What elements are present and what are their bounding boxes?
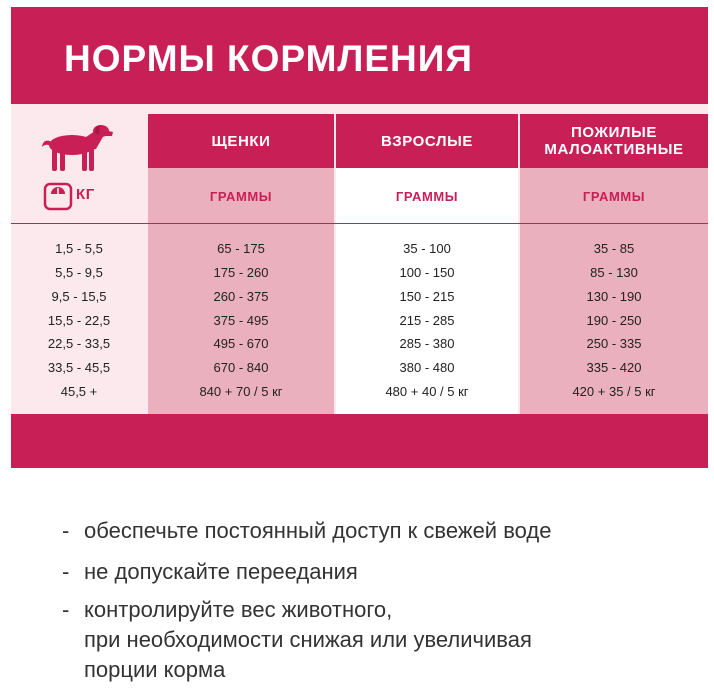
puppies-cell: 65 - 175 <box>217 241 265 256</box>
tip-item: - не допускайте переедания <box>62 559 358 584</box>
weight-cell: 33,5 - 45,5 <box>47 360 111 375</box>
adults-cell: 35 - 100 <box>403 241 451 256</box>
tip-item: - контролируйте вес животного, <box>62 597 393 622</box>
tip-item: - обеспечьте постоянный доступ к свежей воде <box>62 518 552 543</box>
puppies-cell: 670 - 840 <box>213 360 269 375</box>
column-header-seniors: ПОЖИЛЫЕ МАЛОАКТИВНЫЕ <box>520 114 708 168</box>
seniors-cell: 130 - 190 <box>586 289 642 304</box>
puppies-cell: 840 + 70 / 5 кг <box>199 384 283 399</box>
weight-cell: 45,5 + <box>60 384 98 399</box>
weight-cell: 15,5 - 22,5 <box>47 313 111 328</box>
column-header-adults: ВЗРОСЛЫЕ <box>336 114 518 168</box>
seniors-cell: 85 - 130 <box>590 265 638 280</box>
seniors-cell: 335 - 420 <box>586 360 642 375</box>
adults-cell: 380 - 480 <box>399 360 455 375</box>
seniors-cell: 190 - 250 <box>586 313 642 328</box>
tip-item-continuation: порции корма <box>84 657 226 682</box>
adults-cell: 100 - 150 <box>399 265 455 280</box>
weight-cell: 9,5 - 15,5 <box>51 289 107 304</box>
seniors-cell: 35 - 85 <box>593 241 635 256</box>
seniors-cell: 250 - 335 <box>586 336 642 351</box>
weight-cell: 5,5 - 9,5 <box>55 265 103 280</box>
seniors-cell: 420 + 35 / 5 кг <box>572 384 656 399</box>
weight-unit-label: КГ <box>76 186 95 203</box>
column-header-puppies: ЩЕНКИ <box>148 114 334 168</box>
puppies-cell: 260 - 375 <box>213 289 269 304</box>
puppies-cell: 375 - 495 <box>213 313 269 328</box>
table-footer-band <box>11 414 708 468</box>
unit-label-puppies: ГРАММЫ <box>209 188 273 204</box>
scale-icon <box>43 181 73 211</box>
puppies-cell: 495 - 670 <box>213 336 269 351</box>
adults-cell: 480 + 40 / 5 кг <box>385 384 469 399</box>
weight-cell: 22,5 - 33,5 <box>47 336 111 351</box>
unit-label-seniors: ГРАММЫ <box>582 188 646 204</box>
weight-cell: 1,5 - 5,5 <box>55 241 103 256</box>
dog-icon <box>40 121 114 176</box>
puppies-cell: 175 - 260 <box>213 265 269 280</box>
divider <box>11 223 708 224</box>
page-title: НОРМЫ КОРМЛЕНИЯ <box>64 38 473 79</box>
tip-item-continuation: при необходимости снижая или увеличивая <box>84 627 532 652</box>
adults-cell: 150 - 215 <box>399 289 455 304</box>
adults-cell: 285 - 380 <box>399 336 455 351</box>
adults-cell: 215 - 285 <box>399 313 455 328</box>
unit-label-adults: ГРАММЫ <box>395 188 459 204</box>
